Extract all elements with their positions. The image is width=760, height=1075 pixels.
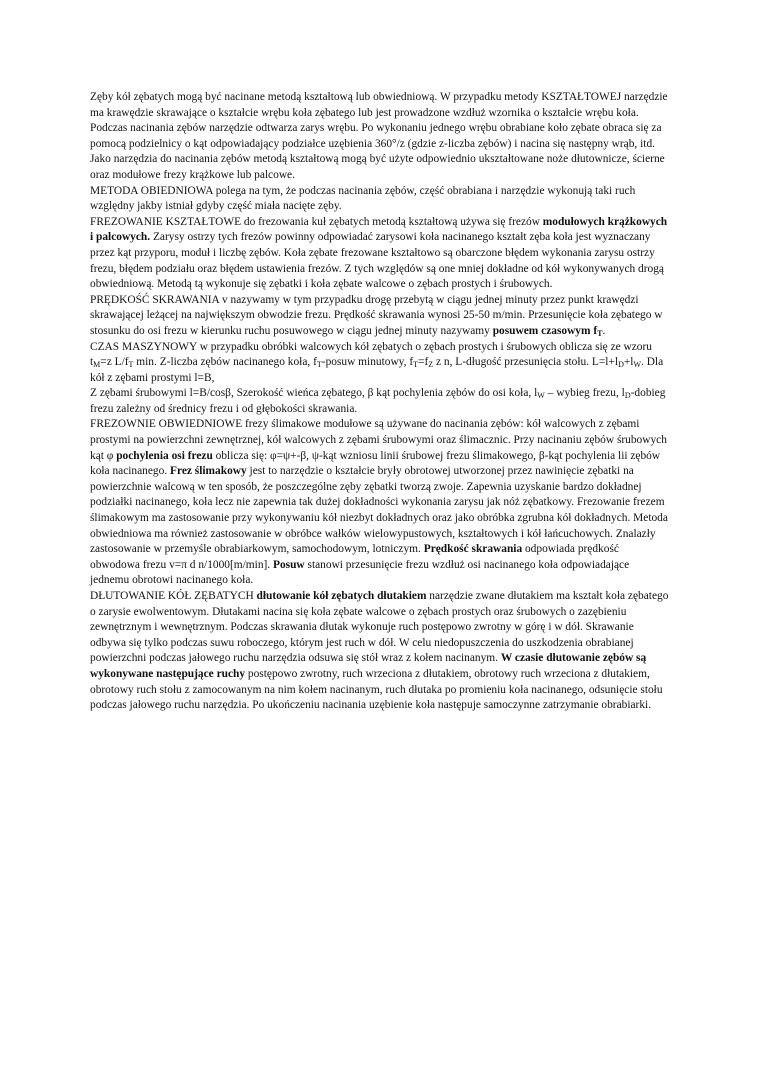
paragraph-predkosc-skrawania: PRĘDKOŚĆ SKRAWANIA v nazywamy w tym przypadku drogę przebytą w ciągu jednej minuty przez punkt krawędzi skrawającej leżącej na największym obwodzie frezu. Prędkość skrawania wynosi 25-50 m/min. Przesunięcie koła zębatego w stosunku do osi frezu w kierunku ruchu posuwowego w ciągu jednej minuty nazywamy posuwem czasowym $f_T$. (90, 293, 663, 338)
paragraph-czas-maszynowy: CZAS MASZYNOWY w przypadku obróbki walcowych kół zębatych o zębach prostych i śrubowych oblicza się ze wzoru $t_M=z$ $L/f_T$ min. Z-liczba zębów nacinanego koła, $f_T$-posuw minutowy, $f_T=f_Z$ z n, L-długość przesunięcia stołu. $L=l+l_D+l_W$. Dla kół z zębami prostymi l=B, (90, 340, 664, 384)
paragraph-obwiedniowa: METODA OBIEDNIOWA polega na tym, że podczas nacinania zębów, część obrabiana i narzędzie wykonują taki ruch względny jakby istniał gdyby część miała nacięte zęby. (90, 184, 636, 213)
paragraph-frezowanie-obwiedniowe: FREZOWNIE OBWIEDNIOWE frezy ślimakowe modułowe są używane do nacinania zębów: kół walcowych z zębami prostymi na powierzchni zewnętrznej, kół walcowych z zębami śrubowymi oraz ślimacznic. Przy nacinaniu zębów śrubowych kąt φ pochylenia osi frezu oblicza się: φ=ψ+-β, ψ-kąt wzniosu linii śrubowej frezu ślimakowego, β-kąt pochylenia lii zębów koła nacinanego. Frez ślimakowy jest to narzędzie o kształcie bryły obrotowej utworzonej przez nawinięcie zębatki na powierzchnie walcową w ten sposób, że poszczególne zęby zębatki tworzą zwoje. Zapewnia uzyskanie bardzo dokładnej podziałki nacinanego, koła lecz nie zapewnia tak dużej dokładności wykonania zarysu jak nóż zębatkowy. Frezowanie frezem ślimakowym ma zastosowanie przy wykonywaniu kół niezbyt dokładnych oraz jako obróbka zgrubna kół dokładnych. Metoda obwiedniowa ma również zastosowanie w obróbce wałków wielowypustowych, kształtowych i kół łańcuchowych. Znalazły zastosowanie w przemyśle obrabiarkowym, samochodowym, lotniczym. Prędkość skrawania odpowiada prędkość obwodowa frezu v=π d n/1000[m/min]. Posuw stanowi przesunięcie frezu wzdłuż osi nacinanego koła odpowiadające jednemu obrotowi nacinanego koła. (90, 418, 668, 587)
bold-text: dłutowanie kół zębatych dłutakiem (256, 590, 427, 602)
bold-text: modułowych krążkowych i palcowych. (90, 215, 668, 244)
paragraph-zeby-srubowe: Z zębami śrubowymi l=B/cosβ, Szerokość wieńca zębatego, β kąt pochylenia zębów do osi koła, $l_W$ – wybieg frezu, $l_D$-dobieg frezu zależny od średnicy frezu i od głębokości skrawania. (90, 387, 666, 415)
paragraph-frezowanie-ksztaltowe: FREZOWANIE KSZTAŁTOWE do frezowania kuł zębatych metodą kształtową używa się frezów modułowych krążkowych i palcowych. Zarysy ostrzy tych frezów powinny odpowiadać zarysowi koła nacinanego kształt zęba koła jest wyznaczany przez kąt przyporu, moduł i liczbę zębów. Koła zębate frezowane kształtowo są obarczone błędem wykonania zarysu ostrzy frezu, błędem podziału oraz błędem ustawienia frezów. Z tych względów są one mniej dokładne od kół wykonywanych drogą obwiedniową. Metodą tą wykonuje się zębatki i koła zębate walcowe o zębach prostych i śrubowych. (90, 215, 668, 291)
paragraph-dlutowanie: DŁUTOWANIE KÓŁ ZĘBATYCH dłutowanie kół zębatych dłutakiem narzędzie zwane dłutakiem ma kształt koła zębatego o zarysie ewolwentowym. Dłutakami nacina się koła zębate walcowe o zębach prostych oraz śrubowych o zazębieniu zewnętrznym i wewnętrznym. Podczas skrawania dłutak wykonuje ruch postępowo zwrotny w górę i w dół. Skrawanie odbywa się tylko podczas suwu roboczego, którym jest ruch w dół. W celu niedopuszczenia do uszkodzenia obrabianej powierzchni podczas jałowego ruchu narzędzia odsuwa się stół wraz z kołem nacinanym. W czasie dłutowanie zębów są wykonywane następujące ruchy postępowo zwrotny, ruch wrzeciona z dłutakiem, obrotowy ruch wrzeciona z dłutakiem, obrotowy ruch stołu z zamocowanym na nim kołem nacinanym, ruch dłutaka po promieniu koła nacinanego, odsunięcie stołu podczas jałowego ruchu narzędzia. Po ukończeniu nacinania uzębienie koła następuje samoczynne zatrzymanie obrabiarki. (90, 590, 669, 712)
bold-text: posuwem czasowym $f_T$ (492, 324, 603, 338)
paragraph-intro: Zęby kół zębatych mogą być nacinane metodą kształtową lub obwiedniową. W przypadku metody KSZTAŁTOWEJ narzędzie ma krawędzie skrawające o kształcie wrębu koła zębatego lub jest prowadzone wzdłuż wzornika o kształcie wrębu koła. Podczas nacinania zębów narzędzie odtwarza zarys wrębu. Po wykonaniu jednego wrębu obrabiane koło zębate obraca się za pomocą podzielnicy o kąt odpowiadający podziałce uzębienia 360°/z (gdzie z-liczba zębów) i nacina się następny wrąb, itd. Jako narzędzia do nacinania zębów metodą kształtową mogą być użyte odpowiednio ukształtowane noże dłutownicze, ścierne oraz modułowe frezy krążkowe lub palcowe. (90, 91, 668, 181)
bold-text: Posuw (273, 558, 305, 571)
bold-text: Prędkość skrawania (423, 543, 523, 556)
document-page (90, 90, 670, 714)
bold-text: Frez ślimakowy (170, 465, 247, 478)
bold-text: pochylenia osi frezu (116, 449, 213, 462)
bold-text: W czasie dłutowanie zębów są wykonywane następujące ruchy (90, 652, 647, 680)
